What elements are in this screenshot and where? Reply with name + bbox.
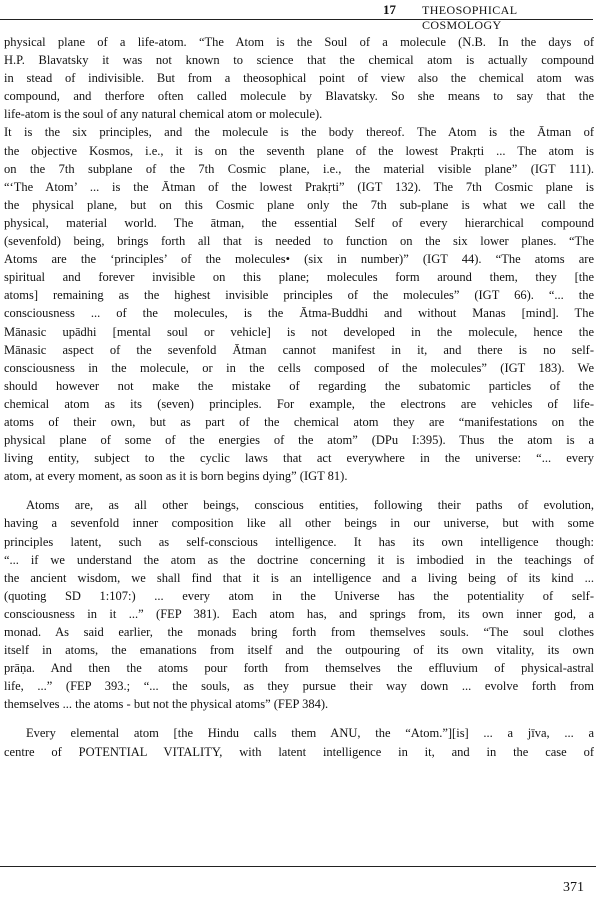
text-line: Mānasic upādhi [mental soul or vehicle] is not developed in the molecule, hence the: [4, 324, 594, 339]
text-line: life-atom is the soul of any natural chemical atom or molecule).: [4, 107, 323, 122]
text-line: themselves ... the atoms - but not the physical atoms” (FEP 384).: [4, 697, 329, 712]
text-line: living entity, subject to the cyclic laws that act everywhere in the universe: “... every: [4, 451, 594, 466]
text-line: the objective Kosmos, i.e., it is on the seventh plane of the lowest Prakṛti ... The atom is: [4, 143, 594, 158]
page-folio: 371: [563, 880, 584, 895]
text-line: prāṇa. And then the atoms pour forth from themselves the effluvium of physical-astral: [4, 661, 594, 676]
text-line: atoms of their own, but as part of the chemical atom they are “manifestations on the: [4, 414, 594, 429]
text-line: chemical atom as its (seven) principles. For example, the electrons are vehicles of life-: [4, 396, 594, 411]
text-line: compound, and therfore often called molecule by Blavatsky. So she means to say that the: [4, 89, 594, 104]
text-line: (sevenfold) being, brings forth all that is needed to function on the six lower planes. “The: [4, 234, 594, 249]
paragraph: [4, 496, 594, 713]
body-text: [4, 33, 594, 761]
text-line: life, ...” (FEP 393.; “... the souls, as they pursue their way down ... evolve forth from: [4, 679, 594, 694]
text-line: atom, at every moment, as soon as it is born begins dying” (IGT 81).: [4, 469, 348, 484]
text-line: having a sevenfold inner composition like all other beings in our universe, but with some: [4, 516, 594, 531]
text-line: Every elemental atom [the Hindu calls them ANU, the “Atom.”][is] ... a jīva, ... a: [26, 726, 594, 741]
running-title: THEOSOPHICAL COSMOLOGY: [422, 3, 518, 32]
text-line: the physical plane, but on this Cosmic plane only the 7th sub-plane is what we call the: [4, 197, 594, 212]
text-line: consciousness in it ...” (FEP 381). Each atom has, and springs from, its own inner god, a: [4, 606, 594, 621]
text-line: in stead of indivisible. But from a theosophical point of view also the chemical atom was: [4, 71, 594, 86]
footer-rule: [0, 866, 596, 867]
text-line: “... if we understand the atom as the doctrine concerning it is imbodied in the teachings of: [4, 552, 594, 567]
text-line: physical, material world. The ātman, the essential Self of every hierarchical compound: [4, 215, 594, 230]
paragraph: [4, 33, 594, 485]
text-line: Atoms are, as all other beings, conscious entities, following their paths of evolution,: [26, 498, 594, 513]
text-line: (quoting SD 1:107:) ... every atom in the Universe has the potentiality of self-: [4, 588, 594, 603]
header-rule: [0, 19, 593, 20]
text-line: Atoms are the ‘principles’ of the molecules• (six in number)” (IGT 44). “The atoms are: [4, 252, 594, 267]
text-line: “‘The Atom’ ... is the Ātman of the lowest Prakṛti” (IGT 132). The 7th Cosmic plane is: [4, 179, 594, 194]
text-line: the ancient wisdom, we shall find that it is an intelligence and a living being of its kind ...: [4, 570, 594, 585]
running-header: [0, 0, 600, 32]
text-line: itself in atoms, the emanations from itself and the outpouring of its own vitality, its own: [4, 643, 594, 658]
text-line: centre of POTENTIAL VITALITY, with latent intelligence in it, and in the case of: [4, 744, 594, 759]
text-line: It is the six principles, and the molecule is the body thereof. The Atom is the Ātman of: [4, 125, 594, 140]
text-line: monad. As said earlier, the monads bring forth from themselves souls. “The soul clothes: [4, 625, 594, 639]
text-line: should however not make the mistake of regarding the subatomic particles of the: [4, 378, 594, 393]
text-line: atoms] remaining as the highest invisible principles of the molecules” (IGT 66). “... the: [4, 288, 594, 303]
text-line: consciousness in the molecule, or in the cells composed of the molecules” (IGT 183). We: [4, 360, 594, 375]
text-line: Mānasic aspect of the sevenfold Ātman cannot manifest in it, and there is no self-: [4, 342, 594, 357]
text-line: spiritual and forever invisible on this plane; molecules form around them, they [the: [4, 270, 594, 285]
text-line: H.P. Blavatsky it was not known to science that the chemical atom is actually compound: [4, 53, 594, 68]
text-line: on the 7th subplane of the 7th Cosmic plane, i.e., the material visible plane” (IGT 111).: [4, 161, 594, 176]
text-line: consciousness ... of the molecules, is the Ātma-Buddhi and without Manas [mind]. The: [4, 306, 594, 321]
chapter-number: 17: [383, 2, 396, 17]
paragraph: [4, 724, 594, 760]
text-line: physical plane of some of the energies of the atom” (DPu I:395). Thus the atom is a: [4, 433, 594, 448]
text-line: principles latent, such as self-conscious intelligence. It has its own intelligence though:: [4, 534, 594, 549]
text-line: physical plane of a life-atom. “The Atom is the Soul of a molecule (N.B. In the days of: [4, 35, 594, 49]
